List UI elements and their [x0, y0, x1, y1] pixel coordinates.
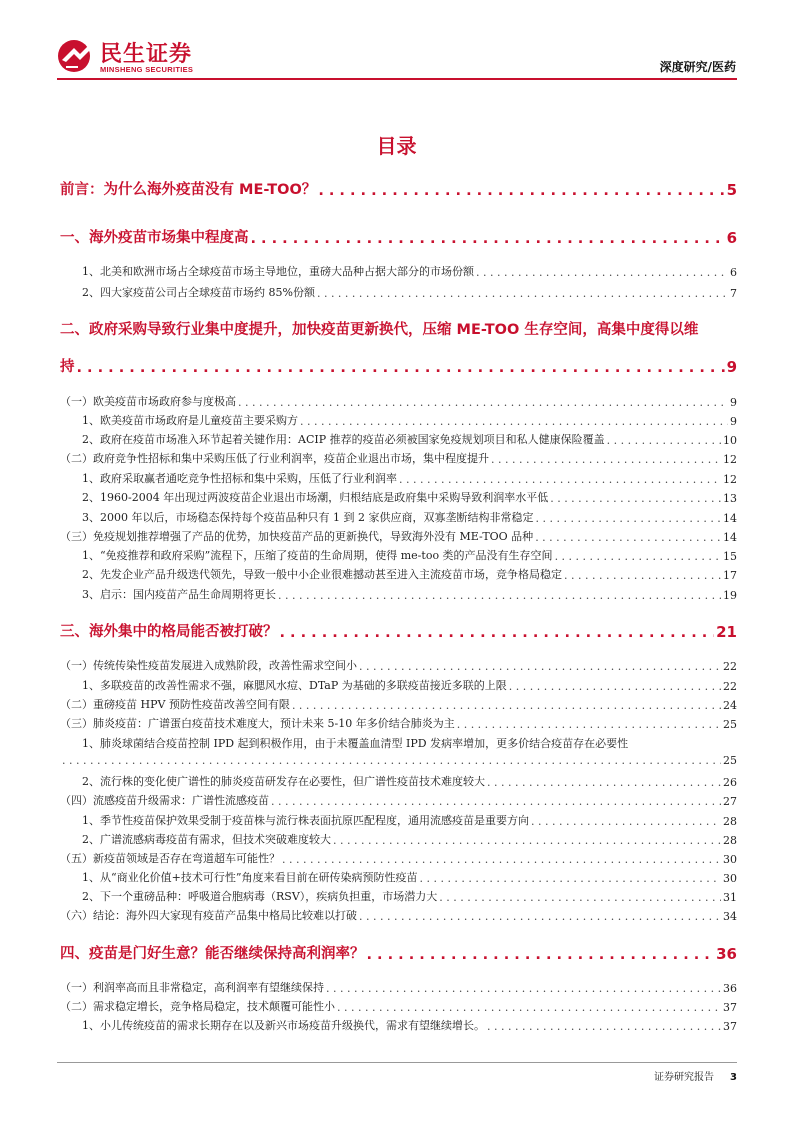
- toc-entry[interactable]: 2、四大家疫苗公司占全球疫苗市场约 85%份额 . . . 7: [82, 284, 737, 300]
- toc-entry[interactable]: 1、小儿传统疫苗的需求长期存在以及新兴市场疫苗升级换代，需求有望继续增长。 . . . 37: [82, 1017, 737, 1033]
- toc-entry-line1[interactable]: 二、政府采购导致行业集中度提升，加快疫苗更新换代，压缩 ME-TOO 生存空间，高集中度得以维: [60, 322, 699, 338]
- header-divider: [57, 78, 737, 80]
- minsheng-logo-icon: [56, 38, 96, 74]
- toc-entry[interactable]: （一）传统传染性疫苗发展进入成熟阶段，改善性需求空间小 . . . 22: [60, 657, 737, 673]
- toc-entry[interactable]: 四、疫苗是门好生意？能否继续保持高利润率？ . . . 36: [60, 942, 737, 963]
- toc-entry[interactable]: 3、2000 年以后，市场稳态保持每个疫苗品种只有 1 到 2 家供应商，双寡垄断结构非常稳定 . . . 14: [82, 509, 737, 525]
- toc-entry[interactable]: （二）政府竞争性招标和集中采购压低了行业利润率，疫苗企业退出市场，集中程度提升 . . . 12: [60, 450, 737, 466]
- page-footer: [654, 1068, 737, 1083]
- toc-entry-line1[interactable]: 1、肺炎球菌结合疫苗控制 IPD 起到积极作用，由于未覆盖血清型 IPD 发病率增加，更多价结合疫苗存在必要性: [82, 737, 629, 750]
- toc-entry[interactable]: 2、政府在疫苗市场准入环节起着关键作用：ACIP 推荐的疫苗必须被国家免疫规划项目和私人健康保险覆盖 . . . 10: [82, 431, 737, 447]
- toc-entry[interactable]: （二）需求稳定增长，竞争格局稳定，技术颠覆可能性小 . . . 37: [60, 998, 737, 1014]
- brand-name-cn: 民生证券: [100, 42, 193, 67]
- toc-title: 目录: [376, 134, 417, 158]
- footer-divider: [57, 1062, 737, 1063]
- toc-entry[interactable]: （四）流感疫苗升级需求：广谱性流感疫苗 . . . 27: [60, 792, 737, 808]
- footer-label: 证券研究报告: [654, 1072, 715, 1083]
- toc-entry[interactable]: 2、下一个重磅品种：呼吸道合胞病毒（RSV），疾病负担重，市场潜力大 . . . 31: [82, 888, 737, 904]
- toc-entry[interactable]: （五）新疫苗领域是否存在弯道超车可能性？ . . . 30: [60, 850, 737, 866]
- toc-entry[interactable]: 2、广谱流感病毒疫苗有需求，但技术突破难度较大 . . . 28: [82, 831, 737, 847]
- toc-entry[interactable]: （三）免疫规划推荐增强了产品的优势，加快疫苗产品的更新换代，导致海外没有 ME-TOO 品种 . . . 14: [60, 528, 737, 544]
- brand-logo: [56, 38, 206, 76]
- page-header: [0, 0, 793, 80]
- toc-entry[interactable]: （一）利润率高而且非常稳定，高利润率有望继续保持 . . . 36: [60, 979, 737, 995]
- report-type: 深度研究/医药: [659, 60, 736, 74]
- toc-entry[interactable]: 2、先发企业产品升级迭代领先，导致一般中小企业很难撼动甚至进入主流疫苗市场，竞争格局稳定 . . . 17: [82, 566, 737, 582]
- toc-entry[interactable]: 1、多联疫苗的改善性需求不强，麻腮风水痘、DTaP 为基础的多联疫苗接近多联的上限 . . . 22: [82, 677, 737, 693]
- page-number: 3: [730, 1072, 737, 1083]
- toc-entry[interactable]: 1、从“商业化价值+技术可行性”角度来看目前在研传染病预防性疫苗 . . . 30: [82, 869, 737, 885]
- toc-entry[interactable]: （一）欧美疫苗市场政府参与度极高 . . . 9: [60, 393, 737, 409]
- toc-entry[interactable]: 三、海外集中的格局能否被打破？ . . . 21: [60, 620, 737, 641]
- toc-entry[interactable]: （六）结论：海外四大家现有疫苗产品集中格局比较难以打破 . . . 34: [60, 907, 737, 923]
- toc-entry[interactable]: （三）肺炎疫苗：广谱蛋白疫苗技术难度大，预计未来 5-10 年多价结合肺炎为主 . . . 25: [60, 715, 737, 731]
- toc-entry[interactable]: 1、季节性疫苗保护效果受制于疫苗株与流行株表面抗原匹配程度，通用流感疫苗是重要方向 . . . 28: [82, 812, 737, 828]
- toc-entry[interactable]: 2、流行株的变化使广谱性的肺炎疫苗研发存在必要性，但广谱性疫苗技术难度较大 . . . 26: [82, 773, 737, 789]
- toc-entry[interactable]: 3、启示：国内疫苗产品生命周期将更长 . . . 19: [82, 586, 737, 602]
- toc-entry[interactable]: . . . 25: [60, 754, 737, 767]
- toc-entry[interactable]: 持 . . . 9: [60, 355, 737, 376]
- toc-entry[interactable]: 1、“免疫推荐和政府采购”流程下，压缩了疫苗的生命周期，使得 me-too 类的产品没有生存空间 . . . 15: [82, 547, 737, 563]
- toc-entry[interactable]: 1、政府采取赢者通吃竞争性招标和集中采购，压低了行业利润率 . . . 12: [82, 470, 737, 486]
- toc-entry[interactable]: 一、海外疫苗市场集中程度高 . . . 6: [60, 226, 737, 247]
- toc-entry[interactable]: 2、1960-2004 年出现过两波疫苗企业退出市场潮，归根结底是政府集中采购导致利润率水平低 . . . 13: [82, 489, 737, 505]
- toc-entry[interactable]: 1、欧美疫苗市场政府是儿童疫苗主要采购方 . . . 9: [82, 412, 737, 428]
- toc-entry[interactable]: 1、北美和欧洲市场占全球疫苗市场主导地位，重磅大品种占据大部分的市场份额 . . . 6: [82, 263, 737, 279]
- toc-entry[interactable]: 前言：为什么海外疫苗没有 ME-TOO？ . . . 5: [60, 178, 737, 199]
- brand-name-en: MINSHENG SECURITIES: [100, 65, 194, 74]
- toc-entry[interactable]: （二）重磅疫苗 HPV 预防性疫苗改善空间有限 . . . 24: [60, 696, 737, 712]
